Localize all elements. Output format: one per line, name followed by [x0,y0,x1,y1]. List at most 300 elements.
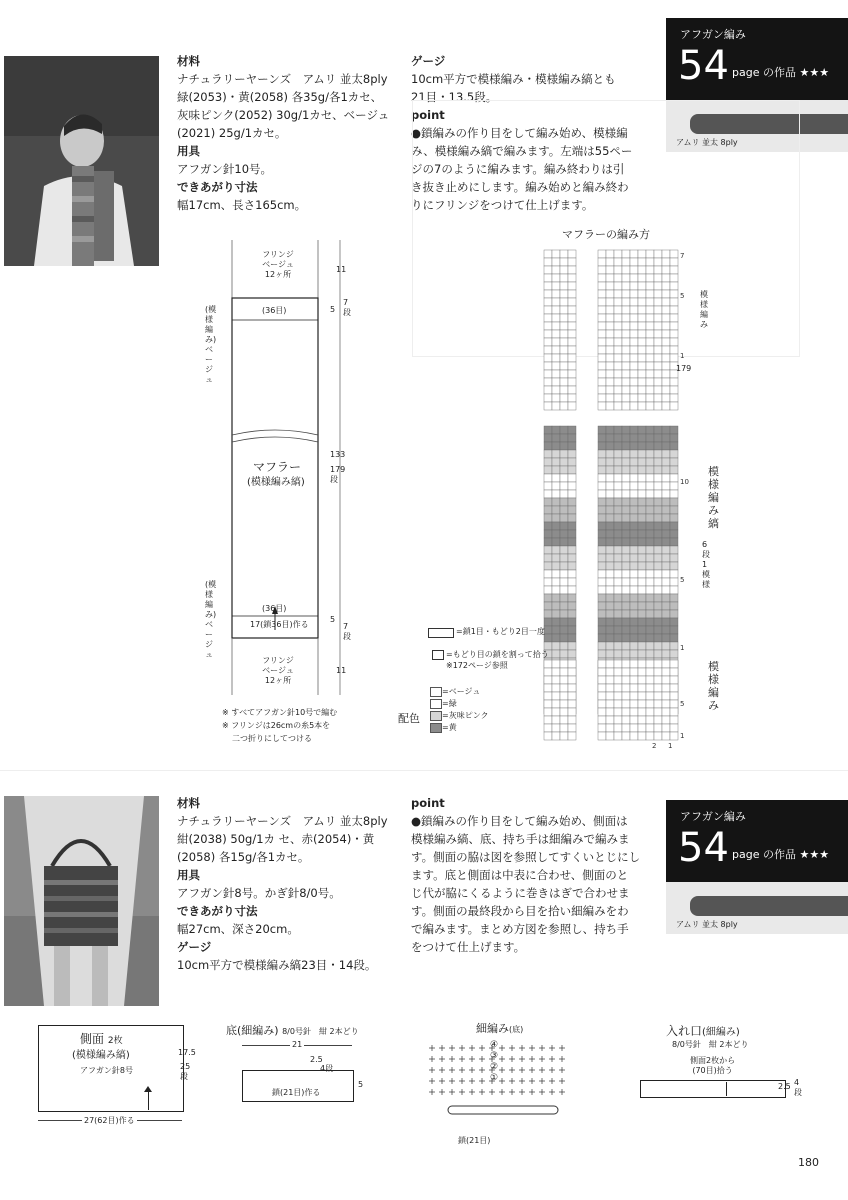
chart-cell [560,732,568,740]
chart-cell [670,716,678,724]
chart-cell [622,370,630,378]
chart-cell [638,290,646,298]
chart-cell [654,266,662,274]
chart-cell [654,676,662,684]
chart-cell [638,258,646,266]
mouth-needle: 8/0号針 紺 2本どり [672,1040,749,1049]
chart-cell [598,578,606,586]
chart-cell [568,708,576,716]
chart-cell [598,546,606,554]
chart-cell [622,434,630,442]
chart-cell [568,250,576,258]
chart-cell [654,650,662,658]
mouth-rows: 4段 [794,1078,802,1097]
chart-cell [630,362,638,370]
chart-cell [654,314,662,322]
chart-cell [568,338,576,346]
chart-cell [544,258,552,266]
chart-cell [622,450,630,458]
chart-cell [630,546,638,554]
chart-cell [646,642,654,650]
chart-cell [598,346,606,354]
chart-cell [622,676,630,684]
chart-cell [646,586,654,594]
chart-cell [662,442,670,450]
chart-cell [560,282,568,290]
chart-cell [560,426,568,434]
chart-cell [630,724,638,732]
chart-cell [670,506,678,514]
chart-cell [560,274,568,282]
rows-7-top: 7段 [343,298,351,317]
chart-cell [654,634,662,642]
chart-cell [662,546,670,554]
chart-cell [606,458,614,466]
chart-cell [646,466,654,474]
gauge-heading: ゲージ [411,54,446,68]
chart-label-6rows: 6段1模様 [702,540,710,589]
chart-cell [552,732,560,740]
chart-cell [568,668,576,676]
chart-cell [646,290,654,298]
chart-cell [568,594,576,602]
chart-label-pattern: 模様編み [700,290,708,329]
chart-cell [622,668,630,676]
chart-cell [646,362,654,370]
chart-cell [622,708,630,716]
chart-cell [670,354,678,362]
chart-cell [630,692,638,700]
chart-cell [598,322,606,330]
chart-cell [638,370,646,378]
chart-cell [560,330,568,338]
chart-cell [630,354,638,362]
chart-cell [544,724,552,732]
chart-cell [630,266,638,274]
chart-cell [670,530,678,538]
chart-cell [598,530,606,538]
chart-cell [670,434,678,442]
chart-cell [560,506,568,514]
chart-cell [552,274,560,282]
chart-cell [560,530,568,538]
chart-cell [606,724,614,732]
chart-cell [552,538,560,546]
color-legend-heading: 配色 [398,712,420,725]
col-number: 1 [668,742,673,750]
chart-cell [662,458,670,466]
row-number: 5 [680,292,685,300]
row-number: 5 [680,700,685,708]
chart-cell [622,258,630,266]
chart-cell [560,692,568,700]
chart-cell [606,426,614,434]
chart-cell [630,514,638,522]
chart-cell [598,258,606,266]
chart-cell [568,386,576,394]
tools-text: アフガン針8号。かぎ針8/0号。 [177,886,341,900]
point-heading: point [411,796,445,810]
chart-cell [614,442,622,450]
chart-cell [544,282,552,290]
chart-cell [670,386,678,394]
chain-row [448,1106,558,1114]
chart-cell [544,386,552,394]
chart-cell [630,676,638,684]
chart-cell [670,562,678,570]
chart-cell [654,570,662,578]
chart-cell [654,346,662,354]
chart-cell [614,458,622,466]
dim-11-top: 11 [336,265,347,274]
chart-cell [552,506,560,514]
photo-scarf [4,56,159,266]
chart-cell [662,258,670,266]
photo-bag [4,796,159,1006]
chart-cell [638,634,646,642]
base-h25: 2.5 [310,1055,323,1064]
base-h5: 5 [358,1080,364,1089]
chart-cell [614,330,622,338]
chart-cell [670,732,678,740]
chart-cell [552,458,560,466]
swatch-beige [430,687,442,697]
chart-cell [552,394,560,402]
chart-cell [568,498,576,506]
chart-cell [662,708,670,716]
knitting-chart [540,240,690,750]
chart-cell [638,442,646,450]
chart-cell [630,522,638,530]
chart-cell [552,586,560,594]
chart-cell [568,586,576,594]
chart-cell [638,458,646,466]
chart-cell [544,402,552,410]
chart-cell [552,466,560,474]
chart-cell [630,434,638,442]
chart-cell [630,554,638,562]
chart-cell [560,450,568,458]
chart-cell [606,530,614,538]
chart-cell [646,676,654,684]
chart-cell [622,660,630,668]
chart-cell [646,570,654,578]
chart-cell [598,362,606,370]
chart-cell [670,676,678,684]
size-text: 幅27cm、深さ20cm。 [177,922,299,936]
chart-cell [568,538,576,546]
chart-cell [630,458,638,466]
chart-cell [568,578,576,586]
chart-cell [606,642,614,650]
chart-cell [544,626,552,634]
chart-cell [568,394,576,402]
chart-cell [614,594,622,602]
chart-cell [606,290,614,298]
chart-cell [654,354,662,362]
chart-cell [670,298,678,306]
chart-cell [654,450,662,458]
chart-cell [598,450,606,458]
chart-cell [614,618,622,626]
chart-cell [630,570,638,578]
chart-cell [552,282,560,290]
materials-block-top [177,52,407,214]
chart-cell [646,578,654,586]
row-number: 1 [680,352,685,360]
rows-179: 179段 [330,465,346,484]
chart-cell [638,314,646,322]
chart-cell [662,322,670,330]
chart-cell [614,402,622,410]
chart-cell [630,250,638,258]
chart-cell [662,506,670,514]
chart-cell [630,330,638,338]
chart-cell [560,402,568,410]
tag-number: 54 [678,825,729,871]
chart-cell [552,250,560,258]
chart-cell [598,466,606,474]
chart-cell [606,594,614,602]
legend-symbol-2 [432,650,444,660]
chart-cell [544,434,552,442]
chart-cell [598,562,606,570]
chart-cell [622,298,630,306]
chart-cell [614,610,622,618]
chart-cell [598,378,606,386]
chart-cell [662,266,670,274]
mouth-title: 入れ口(細編み) [666,1024,740,1038]
chart-cell [646,732,654,740]
chart-cell [622,610,630,618]
chart-cell [614,434,622,442]
tools-heading: 用具 [177,144,200,158]
row-number: 1 [680,732,685,740]
chart-cell [598,716,606,724]
chart-cell [646,522,654,530]
chart-cell [646,458,654,466]
chart-cell [638,538,646,546]
chart-cell [614,708,622,716]
chart-cell [622,266,630,274]
chart-cell [670,660,678,668]
chart-cell [552,482,560,490]
chart-cell [630,634,638,642]
chart-cell [606,602,614,610]
chart-cell [606,258,614,266]
legend-text-2: =もどり目の鎖を割って拾う [446,650,549,659]
chart-cell [622,338,630,346]
chart-cell [646,346,654,354]
chart-cell [560,498,568,506]
point-line: で編みます。まとめ方図を参照し、持ち手 [411,922,629,936]
row-number: 1 [680,644,685,652]
chart-cell [662,306,670,314]
chart-cell [614,634,622,642]
chart-cell [638,498,646,506]
sc-row-numbers: ④ ③ ② ① [490,1040,499,1083]
chart-cell [646,546,654,554]
chart-cell [544,578,552,586]
chart-cell [544,458,552,466]
chart-cell [544,716,552,724]
chart-cell [614,482,622,490]
page-number: 180 [798,1156,819,1169]
chart-cell [622,650,630,658]
base-width: 21 [292,1040,303,1049]
chart-cell [630,506,638,514]
chart-cell [646,266,654,274]
color-legend: =ベージュ =緑 =灰味ピンク =黄 [430,686,489,734]
chart-cell [568,650,576,658]
chart-cell [552,402,560,410]
chart-cell [622,330,630,338]
chart-cell [622,290,630,298]
chart-cell [598,692,606,700]
chart-cell [662,402,670,410]
chart-cell [622,634,630,642]
chart-cell [654,394,662,402]
chart-cell [662,650,670,658]
chart-cell [606,298,614,306]
chart-cell [622,506,630,514]
chart-cell [670,642,678,650]
chart-cell [654,618,662,626]
chart-cell [662,394,670,402]
gauge-line: 10cm平方で模様編み・模様編み縞とも [411,72,616,86]
chart-cell [552,330,560,338]
chart-cell [614,490,622,498]
chart-cell [622,250,630,258]
chart-cell [606,668,614,676]
chart-cell [654,378,662,386]
chart-cell [662,618,670,626]
chart-cell [654,290,662,298]
chart-cell [568,546,576,554]
chart-cell [662,610,670,618]
chart-cell [622,586,630,594]
chart-cell [654,660,662,668]
chart-cell [568,306,576,314]
chart-cell [568,514,576,522]
chart-cell [646,634,654,642]
tag-label: アフガン編み [680,810,746,823]
chart-cell [598,586,606,594]
point-line: す。側面の脇は図を参照してすくいとじにし [411,850,641,864]
chart-cell [614,602,622,610]
chart-cell [630,684,638,692]
chart-cell [646,668,654,676]
chart-cell [662,466,670,474]
chart-cell [598,386,606,394]
chart-cell [606,660,614,668]
chart-cell [544,330,552,338]
chart-cell [662,330,670,338]
chart-cell [670,426,678,434]
chart-cell [552,442,560,450]
chart-cell [606,546,614,554]
chart-cell [630,282,638,290]
chart-cell [598,724,606,732]
chart-cell [646,426,654,434]
chart-cell [638,676,646,684]
chart-cell [614,290,622,298]
chart-cell [654,402,662,410]
single-crochet-chart [412,1036,592,1136]
chart-cell [544,522,552,530]
chart-cell [638,506,646,514]
chart-cell [662,490,670,498]
chart-cell [670,290,678,298]
chart-cell [638,610,646,618]
swatch-pink [430,711,442,721]
chart-cell [606,482,614,490]
point-line: み、模様編み縞で編みます。左端は55ペー [411,144,633,158]
side-label-bottom: (模様編み) ベージュ [205,580,217,659]
chart-cell [662,642,670,650]
chart-cell [560,554,568,562]
chart-cell [560,394,568,402]
size-heading: できあがり寸法 [177,180,258,194]
chart-cell [544,700,552,708]
side-arrow [148,1090,149,1110]
chart-cell [560,634,568,642]
chart-cell [544,450,552,458]
chart-cell [598,474,606,482]
chart-cell [638,522,646,530]
point-line: ジの7のように編みます。編み終わりは引 [411,162,625,176]
chart-cell [568,330,576,338]
chart-cell [622,322,630,330]
bottom-width-label: 17(鎖36目)作る [250,620,309,629]
chart-cell [622,554,630,562]
chart-cell [606,370,614,378]
chart-cell [614,578,622,586]
chart-cell [670,626,678,634]
chart-cell [614,474,622,482]
chart-cell [598,498,606,506]
chart-cell [622,578,630,586]
chart-cell [670,250,678,258]
chart-cell [670,338,678,346]
chart-cell [560,354,568,362]
chart-cell [560,716,568,724]
chart-cell [560,442,568,450]
side-height: 17.5 [178,1048,196,1057]
chart-cell [630,708,638,716]
chart-cell [568,266,576,274]
chart-cell [630,586,638,594]
chart-cell [560,458,568,466]
chart-cell [622,724,630,732]
chart-cell [552,290,560,298]
chart-cell [552,322,560,330]
chart-cell [560,562,568,570]
chart-cell [598,402,606,410]
chart-cell [568,290,576,298]
chart-cell [552,610,560,618]
chart-cell [544,554,552,562]
chart-cell [646,708,654,716]
chart-cell [670,330,678,338]
chart-cell [560,434,568,442]
chart-cell [638,250,646,258]
chart-cell [662,346,670,354]
chart-cell [614,466,622,474]
tag-label: アフガン編み [680,28,746,41]
chart-cell [670,586,678,594]
chart-cell [606,586,614,594]
